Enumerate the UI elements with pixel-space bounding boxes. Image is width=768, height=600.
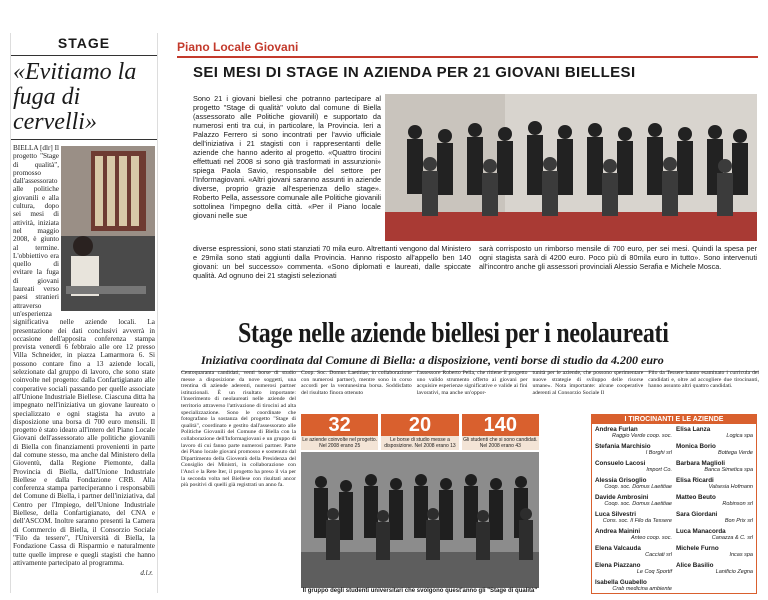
stat-number: 140 xyxy=(462,414,539,436)
intern-company: Banca Simetica spa xyxy=(704,467,753,473)
intern-company: Cacciati srl xyxy=(645,552,672,558)
intern-entry xyxy=(595,545,672,562)
office-photo xyxy=(61,146,155,311)
intern-name: Luca Silvestri xyxy=(595,511,636,518)
intern-company: Crab medicina ambiente xyxy=(612,586,672,592)
intern-entry xyxy=(676,511,753,528)
byline: d.l.r. xyxy=(140,569,153,578)
stat-label: Le borse di studio messe a disposizione. Nel 2008 erano 13 xyxy=(384,437,456,449)
intern-name: Davide Ambrosini xyxy=(595,494,649,501)
intern-entry xyxy=(595,528,672,545)
article-column-d: tunità per le aziende, che possono sperimentare nuove strategie di sviluppo delle risorse umane». Nota importante: alcune cooperative aderenti al Consorzio Sociale Il xyxy=(532,370,644,396)
intern-name: Andrea Furlan xyxy=(595,426,638,433)
section-kicker: STAGE xyxy=(57,35,111,51)
intern-company: Bottega Verde xyxy=(718,450,753,456)
section-banner: Piano Locale Giovani xyxy=(177,40,299,54)
stat-number: 20 xyxy=(381,414,458,436)
intern-name: Isabella Guabello xyxy=(595,579,647,586)
article-headline: «Evitiamo la fuga di cervelli» xyxy=(13,59,137,135)
intern-company: Bon Prix srl xyxy=(724,518,753,524)
intern-entry xyxy=(595,460,672,477)
intern-company: Logica spa xyxy=(726,433,753,439)
stat-companies xyxy=(301,414,378,450)
article-column-1: Sono 21 i giovani biellesi che potranno partecipare al progetto "Stage di qualità" voluto dal comune di Biella (assessorato alle Politiche giovanili) e supportato da numerosi enti tra cui, in particolare, la Provincia. Ieri a Palazzo Ferrero si sono incontrati per l'avvio ufficiale dell'iniziativa i 21 stagisti con i rappresentanti delle aziende che hanno aderito al progetto. «Quattro tirocini effettuati nel 2008 si sono già trasformati in assunzioni» spiega Paola Savio, responsabile del settore per l'Informagiovani. «Altri giovani saranno assunti in aziende diverse, proprio grazie all'esperienza dello stage». Roberto Pella, assessore comunale alle Politiche giovanili sottolinea l'impegno della città. «Per il Piano locale giovani nelle sue xyxy=(193,94,381,220)
intern-name: Michele Furno xyxy=(676,545,719,552)
interns-grid xyxy=(592,424,756,598)
interns-box xyxy=(591,414,757,594)
intern-name: Elisa Ricardi xyxy=(676,477,714,484)
intern-entry xyxy=(595,562,672,579)
divider xyxy=(11,139,157,140)
intern-name: Matteo Beuto xyxy=(676,494,716,501)
intern-name: Elena Piazzano xyxy=(595,562,641,569)
intern-entry xyxy=(676,426,753,443)
intern-name: Sara Giordani xyxy=(676,511,718,518)
intern-name: Monica Borio xyxy=(676,443,716,450)
intern-entry xyxy=(595,511,672,528)
intern-company: Canazza & C. srl xyxy=(711,535,753,541)
article-headline: SEI MESI DI STAGE IN AZIENDA PER 21 GIOVANI BIELLESI xyxy=(193,64,636,81)
intern-name: Alessia Grisoglio xyxy=(595,477,647,484)
intern-company: Coop. soc. Domus Laetitiae xyxy=(604,501,672,507)
article-column-e: Filo da Tessere hanno esaminato i curricula dei candidati e, oltre ad accogliere due tirocinanti, hanno assunto altri quattro candidati. xyxy=(648,370,759,390)
intern-company: Robinson srl xyxy=(722,501,753,507)
intern-company: Anteo coop. soc. xyxy=(631,535,672,541)
intern-entry xyxy=(676,528,753,545)
stat-label: Gli studenti che si sono candidati. Nel 2008 erano 43 xyxy=(463,437,538,449)
intern-company: Incas spa xyxy=(729,552,753,558)
intern-company: Cons. soc. Il Filo da Tessere xyxy=(602,518,672,524)
intern-name: Elisa Lanza xyxy=(676,426,711,433)
group-photo xyxy=(385,94,757,241)
stat-scholarships xyxy=(381,414,458,450)
intern-name: Stefania Marchisio xyxy=(595,443,651,450)
intern-name: Alice Basilio xyxy=(676,562,714,569)
intern-company: Le Coq Sportif xyxy=(636,569,672,575)
article-bottom-row xyxy=(193,244,757,280)
divider xyxy=(11,55,157,56)
intern-name: Elena Valcauda xyxy=(595,545,641,552)
stat-label: Le aziende coinvolte nel progetto. Nel 2008 erano 25 xyxy=(302,437,378,449)
intern-company: Valsesia Hofmann xyxy=(708,484,753,490)
article-body xyxy=(11,144,157,567)
intern-name: Andrea Mainini xyxy=(595,528,641,535)
group-photo xyxy=(301,452,539,588)
article-clip-evitiamo xyxy=(10,33,158,593)
intern-entry xyxy=(676,545,753,562)
intern-entry xyxy=(676,494,753,511)
intern-entry xyxy=(595,477,672,494)
article-headline: Stage nelle aziende biellesi per i neolaureati xyxy=(238,318,669,350)
article-top-columns xyxy=(301,370,759,412)
article-column-b: Coop. Soc. Domus Laetitiae, in collaborazione con numerosi partner), mentre sono in corso accordi per la ventunesima borsa. Soddisfatto del risultato finora ottenuto xyxy=(301,370,412,396)
stat-number: 32 xyxy=(301,414,378,436)
photo-caption: Il gruppo degli studenti universitari che svolgono quest'anno gli "Stage di qualità" xyxy=(302,588,538,594)
intern-name: Luca Manacorda xyxy=(676,528,726,535)
article-clip-sei-mesi xyxy=(177,40,758,285)
interns-box-title: I TIROCINANTI E LE AZIENDE xyxy=(592,415,756,424)
article-left-column: Centoquaranta candidati, venti borse di studio messe a disposizione da nove soggetti, una trentina di aziende aderenti, numerosi partner istituzionali. È un risultato importante: l'inserimento di neolaureati nelle aziende del territorio attraverso l'attivazione di tirocini ad alta specializzazione. Sono le coordinate che fotografano la sostanza del progetto "Stage di qualità", coordinato e gestito dall'assessorato alle Politiche Giovanili del Comune di Biella con la collaborazione dell'Informagiovani e un gruppo di lavoro di cui fanno parte numerosi partner. Parte dei Piano locale giovani promosso e sostenuto dal Dipartimento della Gioventù della Presidenza del Consiglio dei Ministri, in collaborazione con l'Anci e la Rete Iter, il progetto ha preso il via per la seconda volta nel Biellese con risultati ancor più positivi di quelli già registrati un anno fa. xyxy=(181,370,296,489)
intern-entry xyxy=(595,443,672,460)
article-text: BIELLA [dlr] Il progetto "Stage di qualità", promosso dall'assessorato alle politiche giovanili e alla cultura, dopo sei mesi di attività, iniziata nel maggio 2008, è giunto al termine. L'obbiettivo era quello di evitare la fuga di giovani laureati verso paesi stranieri attraverso un'esperienza significativa nelle aziende locali. La presentazione dei dati conclusivi avverrà in occasione dell'apposita conferenza stampa prevista venerdì 6 febbraio alle ore 12 presso Villa Schneider, in piazza Lamarmora 6. Si possono contare fino a 13 aziende locali, selezionate dal gruppo di lavoro, che sono state coinvolte nel progetto: dalla Confartigianato alle cooperative sociali passando per quelle associate all'Unione Industriale Biellese. Ciascuna ditta ha impegnato nell'iniziativa un giovane laureato o specializzato e ogni stagista ha avuto a disposizione una borsa di 700 euro mensili. Il progetto è stato ideato all'intero del Piano Locale Giovani dell'assessorato alle politiche giovanili di Biella con finanziamenti provenienti in parte dal comune stesso, ma anche dal Ministero della Gioventù, dalla Regione Piemonte, dalla Provincia di Biella, dall'Unione Industriale Biellese e dalla Fondazione CRB. Alla conferenza stampa parteciperanno i responsabili del Comune di Biella, i partner dell'iniziativa, dal Centro per l'Impiego, dell'Unione Industriale Biellese, della Confartigianato, del CNA e dell'ASCOM. Inoltre saranno presenti la Camera di Commercio di Biella, il Consorzio Sociale "Filo da tessere", l'Università di Biella, la Fondazione Cassa di Risparmio e naturalmente tutte quelle imprese e quegli stagisti che hanno attivamente partecipato al programma. xyxy=(13,144,156,567)
stats-strip xyxy=(301,414,539,450)
intern-entry xyxy=(595,426,672,443)
intern-name: Barbara Maglioli xyxy=(676,460,725,467)
article-column-c: l'assessore Roberto Pella, che ritiene il progetto uno valido strumento offerto ai giovani per acquisire esperienze significative e valide ai fini lavorativi, ma anche un'oppor- xyxy=(416,370,528,396)
intern-company: Coop. soc. Domus Laetitiae xyxy=(604,484,672,490)
intern-company: Import Co. xyxy=(646,467,672,473)
intern-entry xyxy=(595,579,672,596)
article-subheadline: Iniziativa coordinata dal Comune di Biella: a disposizione, venti borse di studio da 4.200 euro xyxy=(181,353,759,372)
stat-candidates xyxy=(462,414,539,450)
intern-entry xyxy=(676,443,753,460)
intern-entry xyxy=(595,494,672,511)
intern-entry xyxy=(676,460,753,477)
intern-entry xyxy=(676,477,753,494)
intern-company: Lanificio Zegna xyxy=(715,569,753,575)
intern-name: Consuelo Lacosi xyxy=(595,460,646,467)
article-clip-stage-neolaureati xyxy=(181,318,759,598)
article-column-2: diverse espressioni, sono stati stanziati 70 mila euro. Altrettanti vengono dal Ministero e 29mila sono stati aggiunti dalla Provincia. Hanno risposto all'appello ben 140 giovani: un bel successo» commenta. «Sono diplomati e laureati, dalle spiccate qualità. Ad ognuno dei 21 stagisti selezionati xyxy=(193,244,471,280)
intern-company: I Borghi srl xyxy=(645,450,672,456)
intern-company: Raggio Verde coop. soc. xyxy=(611,433,672,439)
article-column-3: sarà corrisposto un rimborso mensile di 700 euro, per sei mesi. Quindi la spesa per ogni stagista sarà di 4200 euro. Poco più di 80mila euro in tutto». Sono intervenuti all'incontro anche gli assessori provinciali Alessio Serafia e Michele Mosca. xyxy=(479,244,757,271)
intern-entry xyxy=(676,562,753,579)
